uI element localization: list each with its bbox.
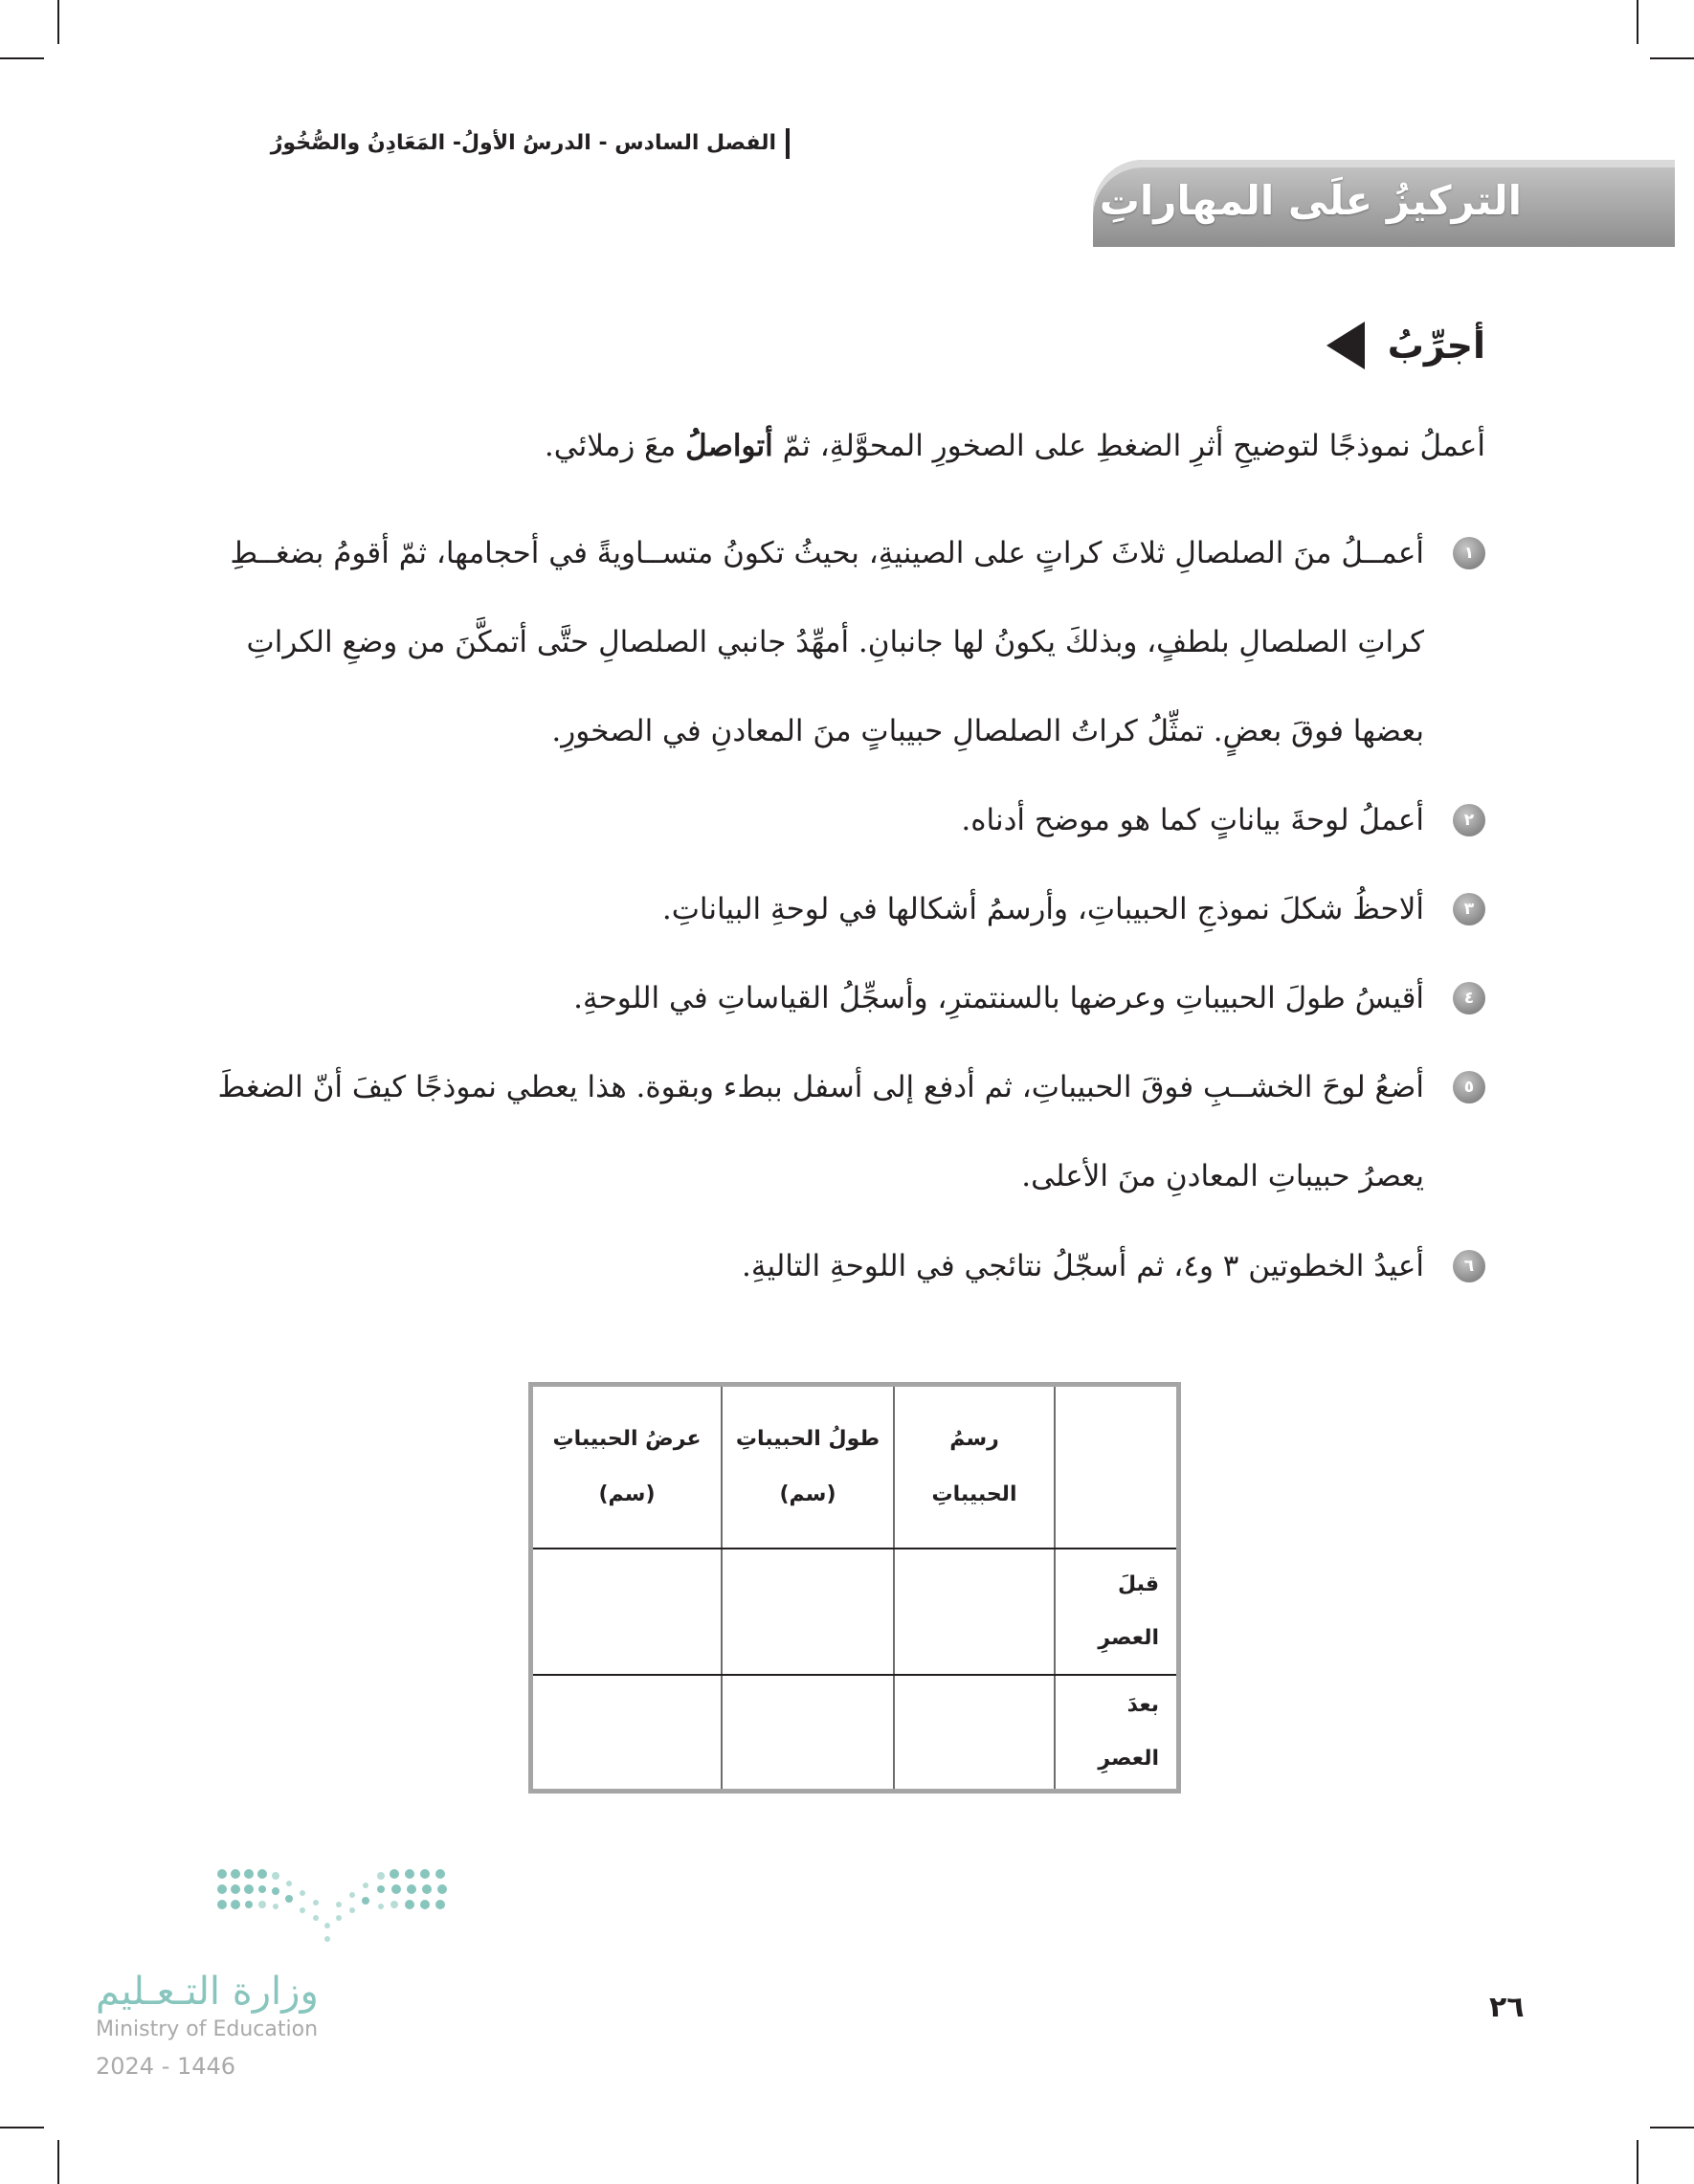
activity-heading-text: أجرِّبُ — [1387, 324, 1485, 367]
table-header-width — [531, 1385, 723, 1549]
table-cell-length[interactable] — [722, 1675, 894, 1792]
ministry-logo-icon — [212, 1866, 450, 1952]
table-cell-drawing[interactable] — [894, 1675, 1055, 1792]
table-header-drawing — [894, 1385, 1055, 1549]
data-table — [528, 1382, 1181, 1794]
table-row-label — [1055, 1549, 1179, 1675]
step-text: أعملُ لوحةَ بياناتٍ كما هو موضح أدناه. — [961, 803, 1424, 837]
crop-mark — [57, 0, 59, 44]
ministry-year: 2024 - 1446 — [96, 2053, 236, 2080]
step-item — [174, 509, 1485, 776]
step-text: ألاحظُ شكلَ نموذجِ الحبيباتِ، وأرسمُ أشكالها في لوحةِ البياناتِ. — [661, 892, 1424, 926]
step-item — [174, 1043, 1485, 1221]
row-label-text: قبلَ — [1117, 1572, 1159, 1596]
row-label-text: العصرِ — [1098, 1747, 1159, 1771]
step-number-badge: ٣ — [1453, 893, 1485, 925]
row-label-text: العصرِ — [1098, 1626, 1159, 1650]
crop-mark — [1637, 2140, 1638, 2184]
steps-list — [174, 509, 1485, 1311]
table-cell-length[interactable] — [722, 1549, 894, 1675]
table-row — [531, 1549, 1179, 1675]
breadcrumb-text: الفصل السادس - الدرسُ الأولُ- المَعَادِنُ والصُّخُورُ — [270, 131, 776, 155]
table-row-label — [1055, 1675, 1179, 1792]
step-number-badge: ٥ — [1453, 1071, 1485, 1103]
step-item — [174, 1222, 1485, 1311]
step-text: أضعُ لوحَ الخشــبِ فوقَ الحبيباتِ، ثم أدفع إلى أسفل ببطء وبقوة. هذا يعطي نموذجًا كيفَ أنّ الضغطَ يعصرُ حبيباتِ المعادنِ منَ الأعلى. — [217, 1070, 1424, 1193]
step-number-badge: ٤ — [1453, 982, 1485, 1014]
crop-mark — [1650, 2127, 1694, 2128]
table-header-text: رسمُ — [949, 1427, 999, 1451]
table-header-text: الحبيباتِ — [931, 1482, 1017, 1506]
table-cell-width[interactable] — [531, 1549, 723, 1675]
table-header-text: طولُ الحبيباتِ — [735, 1427, 880, 1451]
table-cell-drawing[interactable] — [894, 1549, 1055, 1675]
table-header-text: عرضُ الحبيباتِ — [552, 1427, 702, 1451]
breadcrumb — [177, 128, 790, 159]
intro-paragraph — [174, 427, 1485, 465]
crop-mark — [0, 57, 44, 59]
intro-text-1: أعملُ نموذجًا لتوضيحِ أثرِ الضغطِ على الصخورِ المحوَّلةِ، ثمّ — [772, 429, 1485, 463]
section-tab — [1093, 160, 1675, 247]
step-number-badge: ٢ — [1453, 804, 1485, 836]
step-item — [174, 865, 1485, 954]
intro-bold-text: أتواصلُ — [685, 429, 773, 463]
row-label-text: بعدَ — [1126, 1693, 1159, 1717]
table-header-corner — [1055, 1385, 1179, 1549]
step-text: أقيسُ طولَ الحبيباتِ وعرضها بالسنتمترِ، وأسجِّلُ القياساتِ في اللوحةِ. — [573, 981, 1424, 1015]
crop-mark — [0, 2127, 44, 2128]
crop-mark — [57, 2140, 59, 2184]
crop-mark — [1650, 57, 1694, 59]
table-header-text: (سم) — [779, 1482, 836, 1506]
breadcrumb-divider — [786, 128, 790, 159]
ministry-name-arabic: وزارة التـعـليم — [96, 1970, 319, 2014]
table-header-text: (سم) — [598, 1482, 656, 1506]
intro-text-2: معَ زملائي. — [544, 429, 686, 463]
page-number: ٢٦ — [1489, 1991, 1525, 2024]
triangle-arrow-icon — [1326, 322, 1365, 369]
activity-heading — [1326, 316, 1485, 375]
table-header-length — [722, 1385, 894, 1549]
step-item — [174, 954, 1485, 1043]
step-text: أعمــلُ منَ الصلصالِ ثلاثَ كراتٍ على الصينيةِ، بحيثُ تكونُ متســاويةً في أحجامها، ثمّ أقومُ بضغــطِ كراتِ الصلصالِ بلطفٍ، وبذلكَ يكونُ لها جانبانِ. أمهِّدُ جانبي الصلصالِ حتَّى أتمكَّنَ من وضعِ الكراتِ بعضها فوقَ بعضٍ. تمثِّلُ كراتُ الصلصالِ حبيباتٍ منَ المعادنِ في الصخورِ. — [230, 536, 1424, 748]
table-header-row — [531, 1385, 1179, 1549]
step-text: أعيدُ الخطوتين ٣ و٤، ثم أسجّلُ نتائجي في اللوحةِ التاليةِ. — [742, 1249, 1424, 1283]
step-item — [174, 776, 1485, 865]
step-number-badge: ١ — [1453, 537, 1485, 569]
step-number-badge: ٦ — [1453, 1250, 1485, 1282]
table-cell-width[interactable] — [531, 1675, 723, 1792]
crop-mark — [1637, 0, 1638, 44]
table-row — [531, 1675, 1179, 1792]
ministry-name-english: Ministry of Education — [96, 2017, 319, 2041]
section-title: التركيزُ علَى المهاراتِ — [1099, 177, 1522, 224]
